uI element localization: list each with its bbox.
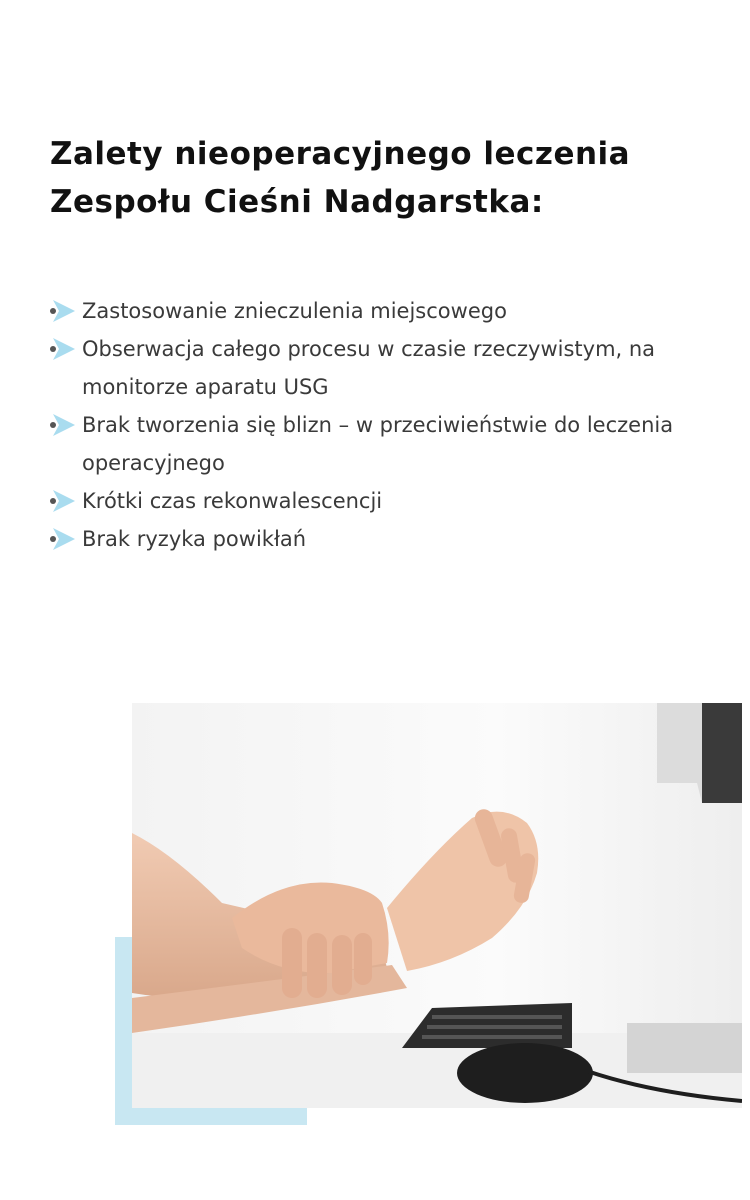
arrow-bullet-icon bbox=[50, 489, 76, 513]
arrow-bullet-icon bbox=[50, 337, 76, 361]
page-heading bbox=[50, 130, 710, 226]
benefit-text: Brak tworzenia się blizn – w przeciwieństwie do leczenia operacyjnego bbox=[82, 413, 674, 475]
benefit-item bbox=[50, 406, 700, 482]
benefit-item bbox=[50, 520, 700, 558]
benefit-item bbox=[50, 292, 700, 330]
wrist-pain-photo bbox=[132, 703, 742, 1108]
arrow-bullet-icon bbox=[50, 299, 76, 323]
benefit-text: Obserwacja całego procesu w czasie rzeczywistym, na monitorze aparatu USG bbox=[82, 337, 656, 399]
benefits-list bbox=[50, 292, 700, 558]
arrow-bullet-icon bbox=[50, 413, 76, 437]
benefit-item bbox=[50, 482, 700, 520]
wrist-pain-illustration bbox=[132, 703, 742, 1108]
benefit-text: Zastosowanie znieczulenia miejscowego bbox=[82, 299, 507, 323]
arrow-bullet-icon bbox=[50, 527, 76, 551]
heading-line-2: Zespołu Cieśni Nadgarstka: bbox=[50, 184, 544, 220]
benefit-text: Brak ryzyka powikłań bbox=[82, 527, 307, 551]
benefit-text: Krótki czas rekonwalescencji bbox=[82, 489, 383, 513]
heading-line-1: Zalety nieoperacyjnego leczenia bbox=[50, 136, 631, 172]
benefit-item bbox=[50, 330, 700, 406]
